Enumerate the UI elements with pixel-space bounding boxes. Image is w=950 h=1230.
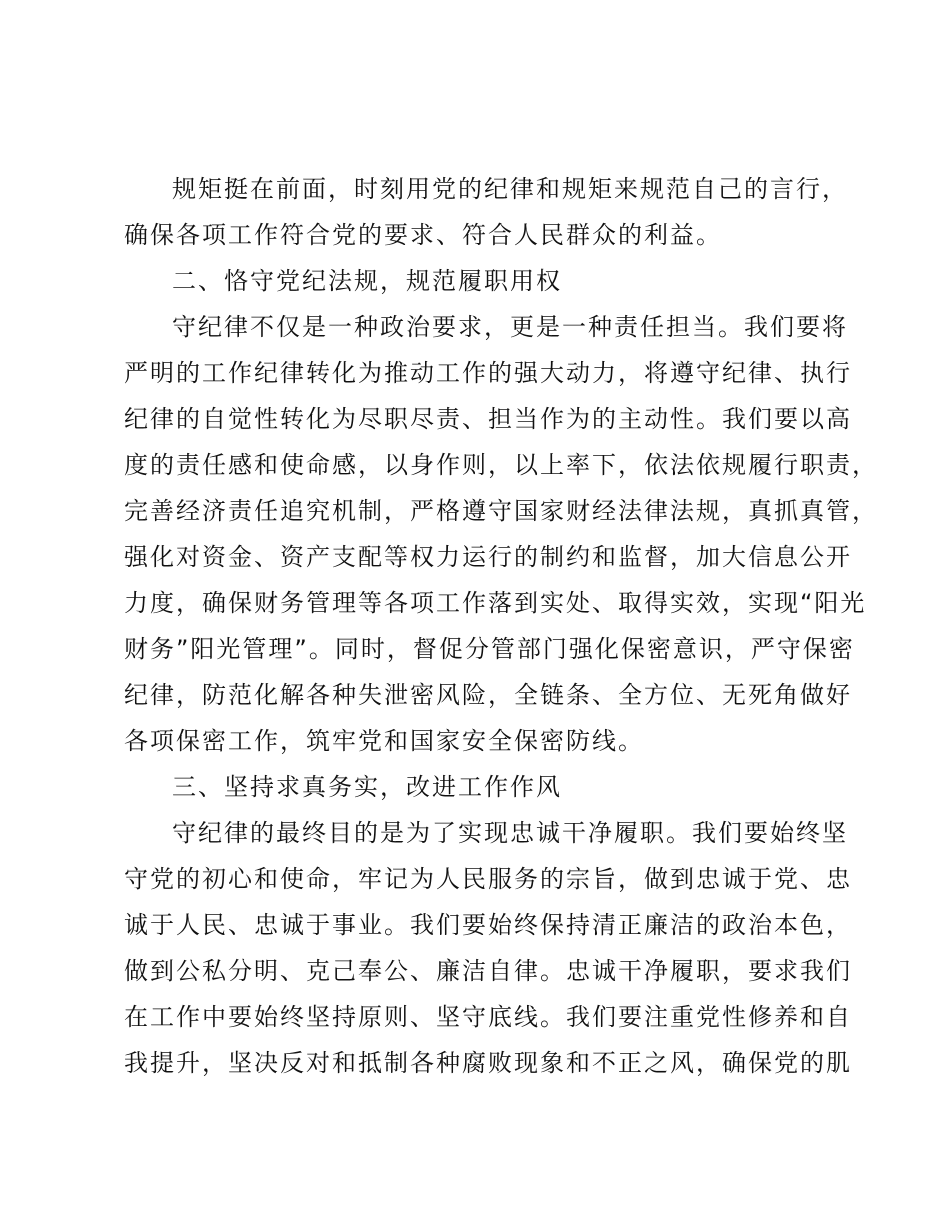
- paragraph-line: 强化对资金、资产支配等权力运行的制约和监督，加大信息公开: [124, 543, 852, 571]
- paragraph-line: 度的责任感和使命感，以身作则，以上率下，依法依规履行职责，: [124, 451, 878, 479]
- paragraph-line: 在工作中要始终坚持原则、坚守底线。我们要注重党性修养和自: [124, 1003, 852, 1031]
- paragraph-line: 守纪律不仅是一种政治要求，更是一种责任担当。我们要将: [172, 313, 848, 341]
- section-heading-3: 三、坚持求真务实，改进工作作风: [172, 773, 562, 801]
- paragraph-line: 规矩挺在前面，时刻用党的纪律和规矩来规范自己的言行，: [172, 175, 848, 203]
- paragraph-line: 确保各项工作符合党的要求、符合人民群众的利益。: [124, 221, 722, 249]
- paragraph-line: 守纪律的最终目的是为了实现忠诚干净履职。我们要始终坚: [172, 819, 848, 847]
- paragraph-line: 完善经济责任追究机制，严格遵守国家财经法律法规，真抓真管，: [124, 497, 878, 525]
- paragraph-line: 纪律的自觉性转化为尽职尽责、担当作为的主动性。我们要以高: [124, 405, 852, 433]
- paragraph-line: 力度，确保财务管理等各项工作落到实处、取得实效，实现“阳光: [124, 589, 867, 617]
- paragraph-line: 诚于人民、忠诚于事业。我们要始终保持清正廉洁的政治本色，: [124, 911, 852, 939]
- paragraph-line: 做到公私分明、克己奉公、廉洁自律。忠诚干净履职，要求我们: [124, 957, 852, 985]
- paragraph-line: 我提升，坚决反对和抵制各种腐败现象和不正之风，确保党的肌: [124, 1049, 852, 1077]
- paragraph-line: 守党的初心和使命，牢记为人民服务的宗旨，做到忠诚于党、忠: [124, 865, 852, 893]
- paragraph-line: 纪律，防范化解各种失泄密风险，全链条、全方位、无死角做好: [124, 681, 852, 709]
- paragraph-line: 财务”阳光管理”。同时，督促分管部门强化保密意识，严守保密: [124, 635, 855, 663]
- section-heading-2: 二、恪守党纪法规，规范履职用权: [172, 267, 562, 295]
- paragraph-line: 严明的工作纪律转化为推动工作的强大动力，将遵守纪律、执行: [124, 359, 852, 387]
- paragraph-line: 各项保密工作，筑牢党和国家安全保密防线。: [124, 727, 644, 755]
